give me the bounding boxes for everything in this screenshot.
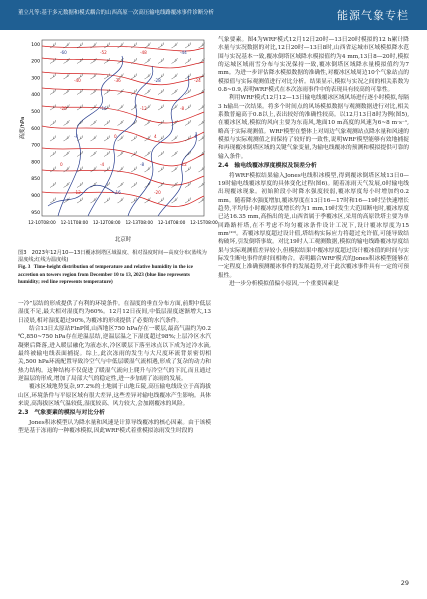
contour-label: 4 (154, 134, 157, 139)
contour-label: -60 (60, 50, 67, 55)
y-tick-label: 400 (31, 93, 40, 99)
section-heading-2-3: 2.3 气象要素的模拟与对比分析 (18, 410, 106, 417)
paragraph: 利用WRF模式12月12—13日输电线覆冰区域风场进行逐小时模拟,每隔3 h输出一次结果。将多个时间点的风场模拟数据与观测数据进行对比,相关系数普遍高于0.8以上,表出较好的准确性较高。以12月13日8时为例(图5),在覆冰区域,模拟的风向主要为东南风,地面10 m高度的风速为6~8 m·s⁻¹,略高于实际观测值。WRF模型在整体上对周边气象观测站点降水量和风速的模拟与实际观测值之间保持了较好的一致性,说明WRF模型能够有效地捕捉和再现覆冰倒塔区域的关键气象变量,为输电线覆冰的预测和模拟提供可靠的输入条件。 (218, 95, 409, 160)
journal-header (0, 0, 427, 30)
y-tick-label: 600 (31, 126, 40, 132)
paragraph: 一冷”层结的形成提供了有利的环境条件。在湿度的垂直分布方面,前期中低层湿度不足,最大相对湿度约为60%。12月12日夜间,中低层湿度逐渐增大,13日凌晨,相对湿度超过90%,为覆冰的形成提供了必要的水汽条件。 (18, 301, 211, 324)
paragraph: 气象要素。图4为WRF模式12月12日20时—13日20时模拟的12 h累计降水量与实况数据的对比,12日20时—13日8时,山西省运城市区域模拟降水范围与实况基本一致,覆冰倒塔区域降水模拟值约为4 mm,13日8—20时,模拟的运城区域雨雪分布与实况保持一致,覆冰倒塔区域降水量模拟值约为7 mm。为进一步评估降水模拟数据的准确性,对覆冰区域周边10个气象站点的模拟值与实际观测值进行对比分析。结果显示,模拟与实况之间的相关系数为0.8~0.9,表明WRF模式在本次冻雨事件中的表现具有较高的可靠性。 (218, 37, 409, 94)
x-tick-labels (28, 220, 218, 226)
paragraph: 覆冰区域地势复杂,97.2%的土地属于山地丘陵,高压输电线设立于高海拔山区,环境条件与平原区域有很大差异,这些差异对输电线覆冰产生影响。具体来说,高海拔区域气温较低,湿度较高、风力较大,会加剧覆冰的风险。 (18, 384, 211, 408)
y-tick-label: 800 (31, 160, 40, 166)
contour-label: -12 (140, 106, 147, 111)
section-heading-2-4: 2.4 输电线覆冰厚度模拟及误差分析 (218, 163, 317, 170)
y-tick-label: 850 (31, 177, 40, 183)
contour-label: -16 (114, 190, 121, 195)
contour-label: -52 (100, 50, 107, 55)
journal-brand: 能源气象专栏 (337, 9, 409, 22)
figure-caption (18, 250, 211, 286)
y-tick-labels (31, 42, 40, 216)
contour-label: -44 (180, 50, 187, 55)
right-column (218, 36, 409, 288)
x-tick-label: 12-11T08:00 (60, 221, 89, 226)
contour-label: 4 (194, 134, 197, 139)
paragraph: 进一步分析模拟值偏小原因,一个重要因素是 (229, 280, 339, 287)
x-tick-label: 12-14T08:00 (157, 221, 186, 226)
contour-label: -48 (140, 50, 147, 55)
paragraph: Jones积冰模型认为降水量和风速是计算导线覆冰的核心因素。由于该模型是基于冻雨的一种覆冰模拟,因此WRF模式着重模拟冻雨发生时段的 (18, 419, 211, 435)
contour-label: -20 (154, 190, 161, 195)
caption-en-label: Fig. 3 (18, 264, 31, 271)
y-tick-label: 950 (31, 210, 40, 216)
y-axis-label: 高度/hPa (20, 116, 26, 140)
left-column (18, 300, 211, 436)
contour-label: -36 (114, 78, 121, 83)
figure-3 (18, 36, 218, 246)
x-tick-label: 12-15T08:00 (190, 221, 218, 226)
running-title: 董立凡等:基于多元数据和模式耦合的山西高原一次高压输电线路覆冰事件诊断分析 (18, 10, 214, 16)
contour-label: -4 (74, 134, 79, 139)
y-tick-label: 200 (31, 59, 40, 65)
contour-label: -24 (194, 78, 201, 83)
caption-cn: 图3 2023年12月10—13日覆冰倒塔区域温度、相对湿度时间—高度分布(蓝线为湿度线;红线为温度线) (18, 250, 207, 264)
paragraph: 结合13日太原站FlnP图,山西地区750 hPa存在一暖层,最高气温约为0.2 ℃,850~750 hPa存在逆温层结,逆温层温之下湿度超过98%;上层冷区水汽凝聚后降落,进入暖层融化为液态水,冷区暖层下落至冰点以下成为过冷水滴,最终被输电线表面捕捉。综上,此次冻雨的发生与大尺度环流背景密切相关,500 hPa环流配置导致冷空气与中低层暖湿气流相遇,形成了复杂的动力和热力结构。这种结构不仅促进了暖湿气流向上爬升与冷空气的下沉,而且通过逆温层的形成,增加了局部大气的稳定性,进一步加剧了冻雨的发展。 (18, 326, 211, 383)
contour-label: -28 (154, 78, 161, 83)
contour-label: -8 (180, 106, 185, 111)
contour-label: 0 (60, 162, 63, 167)
contour-label: -16 (100, 106, 107, 111)
page-number: 29 (400, 579, 409, 587)
y-tick-label: 100 (31, 42, 40, 48)
y-tick-label: 900 (31, 194, 40, 199)
x-tick-label: 12-12T08:00 (93, 221, 121, 226)
y-tick-label: 500 (31, 110, 40, 115)
contour-label: -12 (74, 190, 81, 195)
caption-en-text: Time-height distribution of temperature and relative humidity in the ice accretion on towers region from December 10 to 13, 2023 (blue line represents humidity; red line represents temperature) (18, 264, 193, 285)
y-tick-label: 300 (31, 76, 40, 82)
time-height-plot (18, 36, 218, 246)
y-tick-label: 700 (31, 143, 40, 149)
contour-label: -20 (60, 106, 67, 111)
contour-label: -40 (74, 78, 81, 83)
paragraph: 将WRF模拟结果输入Jones电线积冰模型,得到覆冰倒塔区域13日0—19时输电线覆冰厚度的具体变化过程(图6)。随着冻雨天气发展,0时输电线出现覆冰现象。初始阶段小时降水强度较弱,覆冰厚度每小时增加约0.2 mm。随着降水强度增加,覆冰厚度在13日16—17时和16—19时呈快速增长趋势,平均每小时覆冰厚度增长约为1 mm,19时发生大范围断电时,覆冰厚度已达16.35 mm,高指出的是,山西省属于季覆冰区,采用的高原铁塔主要为单回路路杆塔,在不考虑不均匀覆冰条件设计工况下,设计覆冰厚度为15 mm⁽¹⁰⁾。若覆冰厚度超过设计值,塔结构实际应力将超过允许值,可能导致结构破坏,引发倒塔事故。对比19时人工观测数据,模拟的输电线路覆冰厚度结果与实际观测值差异较小,但模拟结果中覆冰厚度超过设计覆冰值的时间与实际发生断电事件的时间相吻合。表明耦合WRF模式的Jones积冰模型能够在一定程度上准确预测覆冰事件的发展趋势,对于此次覆冰事件具有一定的可预报性。 (218, 172, 409, 279)
x-tick-label: 12-13T08:00 (125, 221, 153, 226)
x-tick-label: 12-10T08:00 (28, 221, 56, 226)
contour-label: -12 (180, 162, 187, 167)
contour-label: -4 (100, 162, 105, 167)
contour-label: -8 (140, 162, 145, 167)
x-axis-label: 北京时 (114, 237, 132, 243)
contour-label: 0 (114, 134, 117, 139)
